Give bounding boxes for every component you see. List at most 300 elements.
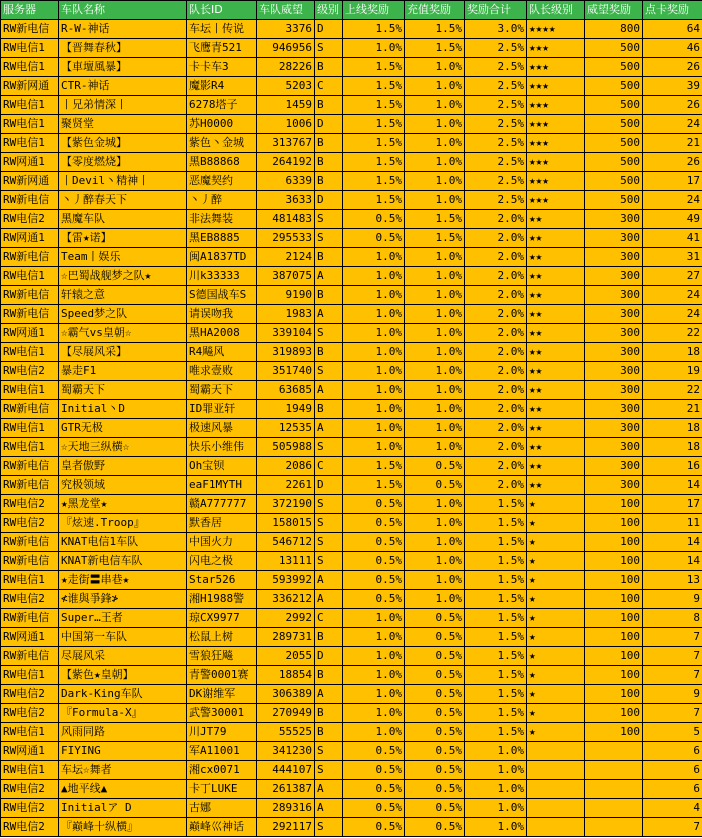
cell-captain-id: 车坛丨传说 xyxy=(187,20,257,39)
cell-level: D xyxy=(315,476,343,495)
cell-recharge-reward: 1.0% xyxy=(405,419,465,438)
table-row xyxy=(1,324,702,343)
cell-online-reward: 0.5% xyxy=(343,590,405,609)
cell-team-name: 【雷★诺】 xyxy=(59,229,187,248)
cell-online-reward: 1.5% xyxy=(343,457,405,476)
cell-total-reward: 2.0% xyxy=(465,400,527,419)
cell-level: B xyxy=(315,153,343,172)
cell-server: RW电信1 xyxy=(1,723,59,742)
cell-card-reward: 6 xyxy=(643,761,702,780)
cell-server: RW电信2 xyxy=(1,495,59,514)
cell-level: A xyxy=(315,780,343,799)
cell-server: RW新电信 xyxy=(1,647,59,666)
cell-prestige-reward: 300 xyxy=(585,400,643,419)
cell-server: RW电信2 xyxy=(1,780,59,799)
cell-captain-id: 飞鹰青521 xyxy=(187,39,257,58)
cell-prestige: 289731 xyxy=(257,628,315,647)
cell-captain-id: ID罪亚轩 xyxy=(187,400,257,419)
cell-online-reward: 1.0% xyxy=(343,647,405,666)
cell-total-reward: 2.5% xyxy=(465,39,527,58)
cell-card-reward: 64 xyxy=(643,20,702,39)
cell-total-reward: 2.0% xyxy=(465,229,527,248)
cell-prestige-reward xyxy=(585,761,643,780)
cell-level: B xyxy=(315,704,343,723)
cell-level: B xyxy=(315,172,343,191)
cell-recharge-reward: 0.5% xyxy=(405,476,465,495)
cell-prestige-reward: 500 xyxy=(585,39,643,58)
cell-total-reward: 2.0% xyxy=(465,305,527,324)
table-row xyxy=(1,58,702,77)
cell-team-name: 【紫色★皇朝】 xyxy=(59,666,187,685)
cell-captain-id: 雪狼狂飚 xyxy=(187,647,257,666)
cell-online-reward: 1.5% xyxy=(343,96,405,115)
cell-total-reward: 1.0% xyxy=(465,799,527,818)
cell-captain-id: DK谢维军 xyxy=(187,685,257,704)
cell-card-reward: 24 xyxy=(643,286,702,305)
cell-prestige: 306389 xyxy=(257,685,315,704)
cell-online-reward: 1.5% xyxy=(343,77,405,96)
cell-prestige-reward: 500 xyxy=(585,77,643,96)
cell-prestige-reward: 300 xyxy=(585,248,643,267)
cell-card-reward: 18 xyxy=(643,438,702,457)
cell-recharge-reward: 1.0% xyxy=(405,590,465,609)
cell-captain-level: ★★ xyxy=(527,305,585,324)
table-row xyxy=(1,799,702,818)
cell-recharge-reward: 0.5% xyxy=(405,685,465,704)
cell-online-reward: 0.5% xyxy=(343,799,405,818)
cell-total-reward: 2.0% xyxy=(465,210,527,229)
cell-captain-id: 巅峰巛神话 xyxy=(187,818,257,837)
cell-recharge-reward: 1.0% xyxy=(405,400,465,419)
table-row xyxy=(1,305,702,324)
cell-captain-id: 古娜 xyxy=(187,799,257,818)
cell-card-reward: 24 xyxy=(643,305,702,324)
cell-captain-level: ★★ xyxy=(527,419,585,438)
cell-card-reward: 39 xyxy=(643,77,702,96)
cell-prestige: 3376 xyxy=(257,20,315,39)
cell-team-name: 『Formula-X』 xyxy=(59,704,187,723)
cell-prestige: 1006 xyxy=(257,115,315,134)
cell-level: C xyxy=(315,457,343,476)
cell-server: RW新电信 xyxy=(1,609,59,628)
cell-team-name: 暴走F1 xyxy=(59,362,187,381)
cell-total-reward: 1.0% xyxy=(465,818,527,837)
cell-total-reward: 1.5% xyxy=(465,609,527,628)
cell-recharge-reward: 1.0% xyxy=(405,77,465,96)
cell-server: RW电信2 xyxy=(1,362,59,381)
cell-prestige: 13111 xyxy=(257,552,315,571)
cell-online-reward: 1.5% xyxy=(343,115,405,134)
cell-team-name: Initial丶D xyxy=(59,400,187,419)
cell-prestige-reward: 100 xyxy=(585,552,643,571)
cell-level: B xyxy=(315,58,343,77)
cell-captain-level: ★★★ xyxy=(527,39,585,58)
cell-online-reward: 1.5% xyxy=(343,476,405,495)
cell-level: S xyxy=(315,742,343,761)
cell-server: RW电信1 xyxy=(1,419,59,438)
cell-captain-id: 赣A777777 xyxy=(187,495,257,514)
cell-captain-id: R4飚风 xyxy=(187,343,257,362)
cell-prestige-reward: 100 xyxy=(585,495,643,514)
cell-team-name: 车坛☆舞者 xyxy=(59,761,187,780)
cell-card-reward: 7 xyxy=(643,704,702,723)
cell-prestige: 6339 xyxy=(257,172,315,191)
cell-card-reward: 14 xyxy=(643,533,702,552)
cell-team-name: 【車壇風暴】 xyxy=(59,58,187,77)
cell-level: B xyxy=(315,286,343,305)
cell-level: A xyxy=(315,799,343,818)
cell-prestige: 9190 xyxy=(257,286,315,305)
cell-total-reward: 1.5% xyxy=(465,647,527,666)
cell-server: RW电信2 xyxy=(1,210,59,229)
cell-server: RW网通1 xyxy=(1,324,59,343)
cell-card-reward: 26 xyxy=(643,153,702,172)
cell-captain-id: 苏H0000 xyxy=(187,115,257,134)
cell-prestige: 270949 xyxy=(257,704,315,723)
header-prestige: 车队威望 xyxy=(257,1,315,20)
cell-recharge-reward: 0.5% xyxy=(405,723,465,742)
cell-online-reward: 1.0% xyxy=(343,628,405,647)
cell-server: RW新电信 xyxy=(1,533,59,552)
cell-server: RW电信1 xyxy=(1,134,59,153)
cell-level: D xyxy=(315,115,343,134)
cell-captain-id: 黑EB8885 xyxy=(187,229,257,248)
cell-total-reward: 1.5% xyxy=(465,666,527,685)
cell-prestige: 946956 xyxy=(257,39,315,58)
cell-online-reward: 1.0% xyxy=(343,267,405,286)
cell-level: S xyxy=(315,229,343,248)
cell-level: B xyxy=(315,96,343,115)
cell-level: A xyxy=(315,685,343,704)
cell-card-reward: 24 xyxy=(643,191,702,210)
cell-team-name: Team丨娱乐 xyxy=(59,248,187,267)
cell-prestige-reward: 500 xyxy=(585,172,643,191)
cell-card-reward: 17 xyxy=(643,172,702,191)
cell-team-name: Super…王者 xyxy=(59,609,187,628)
cell-team-name: ☆霸气vs皇朝☆ xyxy=(59,324,187,343)
cell-server: RW电信2 xyxy=(1,818,59,837)
cell-team-name: ▲地平线▲ xyxy=(59,780,187,799)
cell-prestige-reward xyxy=(585,742,643,761)
header-captain-id: 队长ID xyxy=(187,1,257,20)
header-level: 级别 xyxy=(315,1,343,20)
cell-level: S xyxy=(315,39,343,58)
cell-captain-id: 军A11001 xyxy=(187,742,257,761)
cell-online-reward: 1.5% xyxy=(343,172,405,191)
table-row xyxy=(1,134,702,153)
cell-captain-level: ★ xyxy=(527,571,585,590)
cell-level: B xyxy=(315,666,343,685)
cell-prestige-reward xyxy=(585,818,643,837)
cell-prestige-reward: 300 xyxy=(585,457,643,476)
cell-online-reward: 1.0% xyxy=(343,400,405,419)
table-row xyxy=(1,229,702,248)
header-captain-level: 队长级别 xyxy=(527,1,585,20)
cell-server: RW网通1 xyxy=(1,153,59,172)
cell-card-reward: 49 xyxy=(643,210,702,229)
cell-server: RW新网通 xyxy=(1,77,59,96)
cell-prestige-reward: 300 xyxy=(585,305,643,324)
cell-prestige: 387075 xyxy=(257,267,315,286)
cell-online-reward: 1.0% xyxy=(343,305,405,324)
table-row xyxy=(1,571,702,590)
table-row xyxy=(1,742,702,761)
cell-recharge-reward: 1.0% xyxy=(405,248,465,267)
cell-server: RW新网通 xyxy=(1,172,59,191)
cell-server: RW电信2 xyxy=(1,685,59,704)
cell-prestige-reward: 500 xyxy=(585,96,643,115)
cell-recharge-reward: 1.0% xyxy=(405,58,465,77)
cell-team-name: 聚贤堂 xyxy=(59,115,187,134)
cell-online-reward: 1.0% xyxy=(343,438,405,457)
cell-prestige: 2086 xyxy=(257,457,315,476)
cell-online-reward: 1.0% xyxy=(343,248,405,267)
cell-level: B xyxy=(315,248,343,267)
cell-total-reward: 1.5% xyxy=(465,552,527,571)
cell-level: A xyxy=(315,590,343,609)
cell-prestige-reward: 100 xyxy=(585,666,643,685)
table-row xyxy=(1,780,702,799)
table-row xyxy=(1,20,702,39)
cell-captain-id: 黑HA2008 xyxy=(187,324,257,343)
cell-recharge-reward: 1.0% xyxy=(405,286,465,305)
cell-total-reward: 2.0% xyxy=(465,324,527,343)
cell-online-reward: 1.0% xyxy=(343,609,405,628)
table-row xyxy=(1,457,702,476)
cell-team-name: ★走街〓串巷★ xyxy=(59,571,187,590)
cell-server: RW网通1 xyxy=(1,742,59,761)
cell-total-reward: 2.0% xyxy=(465,381,527,400)
cell-prestige-reward: 100 xyxy=(585,609,643,628)
cell-captain-level: ★ xyxy=(527,552,585,571)
cell-prestige: 593992 xyxy=(257,571,315,590)
cell-captain-level: ★ xyxy=(527,704,585,723)
cell-server: RW新电信 xyxy=(1,400,59,419)
cell-prestige-reward: 100 xyxy=(585,533,643,552)
cell-captain-id: 闪电之极 xyxy=(187,552,257,571)
cell-server: RW电信1 xyxy=(1,761,59,780)
cell-team-name: 尽展风采 xyxy=(59,647,187,666)
cell-prestige: 1949 xyxy=(257,400,315,419)
cell-card-reward: 21 xyxy=(643,134,702,153)
cell-captain-id: 黑B88868 xyxy=(187,153,257,172)
cell-captain-level: ★ xyxy=(527,609,585,628)
cell-server: RW电信1 xyxy=(1,438,59,457)
cell-prestige: 319893 xyxy=(257,343,315,362)
cell-prestige: 1459 xyxy=(257,96,315,115)
table-row xyxy=(1,191,702,210)
cell-captain-level xyxy=(527,761,585,780)
cell-level: A xyxy=(315,305,343,324)
cell-server: RW电信2 xyxy=(1,514,59,533)
cell-captain-level: ★★ xyxy=(527,343,585,362)
table-row xyxy=(1,476,702,495)
cell-prestige: 546712 xyxy=(257,533,315,552)
cell-server: RW电信2 xyxy=(1,704,59,723)
cell-recharge-reward: 0.5% xyxy=(405,799,465,818)
cell-prestige: 351740 xyxy=(257,362,315,381)
cell-prestige-reward: 100 xyxy=(585,685,643,704)
cell-total-reward: 2.0% xyxy=(465,343,527,362)
cell-card-reward: 7 xyxy=(643,628,702,647)
cell-team-name: R-W-神话 xyxy=(59,20,187,39)
cell-captain-id: 琼CX9977 xyxy=(187,609,257,628)
cell-captain-level: ★ xyxy=(527,723,585,742)
cell-recharge-reward: 0.5% xyxy=(405,780,465,799)
cell-team-name: 丨Devil丶精神丨 xyxy=(59,172,187,191)
cell-captain-level: ★ xyxy=(527,514,585,533)
cell-captain-id: 紫色丶金城 xyxy=(187,134,257,153)
cell-team-name: FIYING xyxy=(59,742,187,761)
table-row xyxy=(1,419,702,438)
cell-server: RW新电信 xyxy=(1,552,59,571)
cell-server: RW电信1 xyxy=(1,58,59,77)
cell-card-reward: 7 xyxy=(643,647,702,666)
cell-prestige-reward: 300 xyxy=(585,476,643,495)
cell-level: S xyxy=(315,210,343,229)
cell-prestige: 2124 xyxy=(257,248,315,267)
cell-level: A xyxy=(315,267,343,286)
cell-prestige-reward: 100 xyxy=(585,704,643,723)
cell-card-reward: 18 xyxy=(643,419,702,438)
cell-captain-level: ★★ xyxy=(527,210,585,229)
table-row xyxy=(1,400,702,419)
cell-card-reward: 13 xyxy=(643,571,702,590)
cell-prestige: 372190 xyxy=(257,495,315,514)
cell-captain-level: ★★★★ xyxy=(527,20,585,39)
cell-online-reward: 1.0% xyxy=(343,343,405,362)
cell-prestige: 158015 xyxy=(257,514,315,533)
cell-online-reward: 0.5% xyxy=(343,818,405,837)
cell-total-reward: 3.0% xyxy=(465,20,527,39)
cell-prestige: 18854 xyxy=(257,666,315,685)
table-row xyxy=(1,153,702,172)
cell-team-name: 丶丿醉春天下 xyxy=(59,191,187,210)
cell-server: RW网通1 xyxy=(1,628,59,647)
cell-prestige-reward xyxy=(585,799,643,818)
cell-captain-level: ★★★ xyxy=(527,191,585,210)
cell-recharge-reward: 1.5% xyxy=(405,210,465,229)
cell-online-reward: 0.5% xyxy=(343,229,405,248)
cell-online-reward: 0.5% xyxy=(343,780,405,799)
cell-level: B xyxy=(315,400,343,419)
cell-team-name: 『炫速.Troop』 xyxy=(59,514,187,533)
cell-team-name: 究极领域 xyxy=(59,476,187,495)
cell-captain-level: ★★★ xyxy=(527,58,585,77)
cell-server: RW电信1 xyxy=(1,571,59,590)
table-row xyxy=(1,609,702,628)
table-row xyxy=(1,286,702,305)
cell-captain-level: ★ xyxy=(527,685,585,704)
cell-level: C xyxy=(315,77,343,96)
table-row xyxy=(1,818,702,837)
cell-card-reward: 41 xyxy=(643,229,702,248)
cell-captain-id: 川k33333 xyxy=(187,267,257,286)
cell-total-reward: 1.0% xyxy=(465,742,527,761)
cell-prestige: 505988 xyxy=(257,438,315,457)
table-row xyxy=(1,704,702,723)
cell-level: D xyxy=(315,647,343,666)
cell-card-reward: 6 xyxy=(643,742,702,761)
cell-team-name: 皇者傲野 xyxy=(59,457,187,476)
cell-captain-id: 非法舞装 xyxy=(187,210,257,229)
cell-total-reward: 2.0% xyxy=(465,438,527,457)
cell-prestige-reward: 500 xyxy=(585,191,643,210)
cell-online-reward: 1.5% xyxy=(343,58,405,77)
cell-team-name: 【零度燃烧】 xyxy=(59,153,187,172)
table-row xyxy=(1,362,702,381)
cell-captain-id: 恶魔契约 xyxy=(187,172,257,191)
table-row xyxy=(1,267,702,286)
cell-prestige: 339104 xyxy=(257,324,315,343)
cell-captain-id: 中国火力 xyxy=(187,533,257,552)
cell-online-reward: 1.5% xyxy=(343,191,405,210)
cell-server: RW新电信 xyxy=(1,286,59,305)
cell-server: RW网通1 xyxy=(1,229,59,248)
cell-recharge-reward: 0.5% xyxy=(405,818,465,837)
cell-recharge-reward: 1.0% xyxy=(405,115,465,134)
cell-prestige-reward: 500 xyxy=(585,153,643,172)
cell-captain-id: 松鼠上树 xyxy=(187,628,257,647)
table-row xyxy=(1,514,702,533)
cell-captain-level: ★ xyxy=(527,647,585,666)
cell-captain-level: ★★★ xyxy=(527,96,585,115)
cell-online-reward: 1.0% xyxy=(343,685,405,704)
cell-captain-level: ★ xyxy=(527,495,585,514)
cell-online-reward: 0.5% xyxy=(343,533,405,552)
cell-card-reward: 6 xyxy=(643,780,702,799)
cell-prestige-reward: 300 xyxy=(585,229,643,248)
cell-team-name: KNAT新电信车队 xyxy=(59,552,187,571)
cell-online-reward: 1.0% xyxy=(343,666,405,685)
cell-level: B xyxy=(315,343,343,362)
cell-captain-id: 湘H1988警 xyxy=(187,590,257,609)
cell-level: S xyxy=(315,761,343,780)
cell-online-reward: 0.5% xyxy=(343,495,405,514)
cell-captain-level: ★★ xyxy=(527,457,585,476)
cell-prestige: 444107 xyxy=(257,761,315,780)
cell-prestige-reward: 800 xyxy=(585,20,643,39)
cell-prestige-reward: 100 xyxy=(585,571,643,590)
cell-total-reward: 1.5% xyxy=(465,723,527,742)
cell-level: B xyxy=(315,628,343,647)
cell-total-reward: 2.0% xyxy=(465,419,527,438)
cell-captain-id: 卡丁LUKE xyxy=(187,780,257,799)
cell-recharge-reward: 0.5% xyxy=(405,609,465,628)
cell-total-reward: 2.5% xyxy=(465,153,527,172)
table-row xyxy=(1,552,702,571)
cell-level: S xyxy=(315,552,343,571)
cell-total-reward: 2.0% xyxy=(465,457,527,476)
table-row xyxy=(1,666,702,685)
cell-level: S xyxy=(315,438,343,457)
cell-server: RW新电信 xyxy=(1,20,59,39)
cell-team-name: 轩辕之意 xyxy=(59,286,187,305)
cell-total-reward: 2.5% xyxy=(465,115,527,134)
cell-prestige: 12535 xyxy=(257,419,315,438)
cell-server: RW电信1 xyxy=(1,96,59,115)
table-row xyxy=(1,381,702,400)
table-row xyxy=(1,723,702,742)
cell-online-reward: 0.5% xyxy=(343,571,405,590)
cell-captain-level: ★★ xyxy=(527,362,585,381)
table-row xyxy=(1,115,702,134)
cell-captain-id: 川JT79 xyxy=(187,723,257,742)
cell-prestige-reward: 100 xyxy=(585,723,643,742)
cell-team-name: ☆天地三纵横☆ xyxy=(59,438,187,457)
cell-total-reward: 1.5% xyxy=(465,495,527,514)
cell-total-reward: 2.5% xyxy=(465,134,527,153)
